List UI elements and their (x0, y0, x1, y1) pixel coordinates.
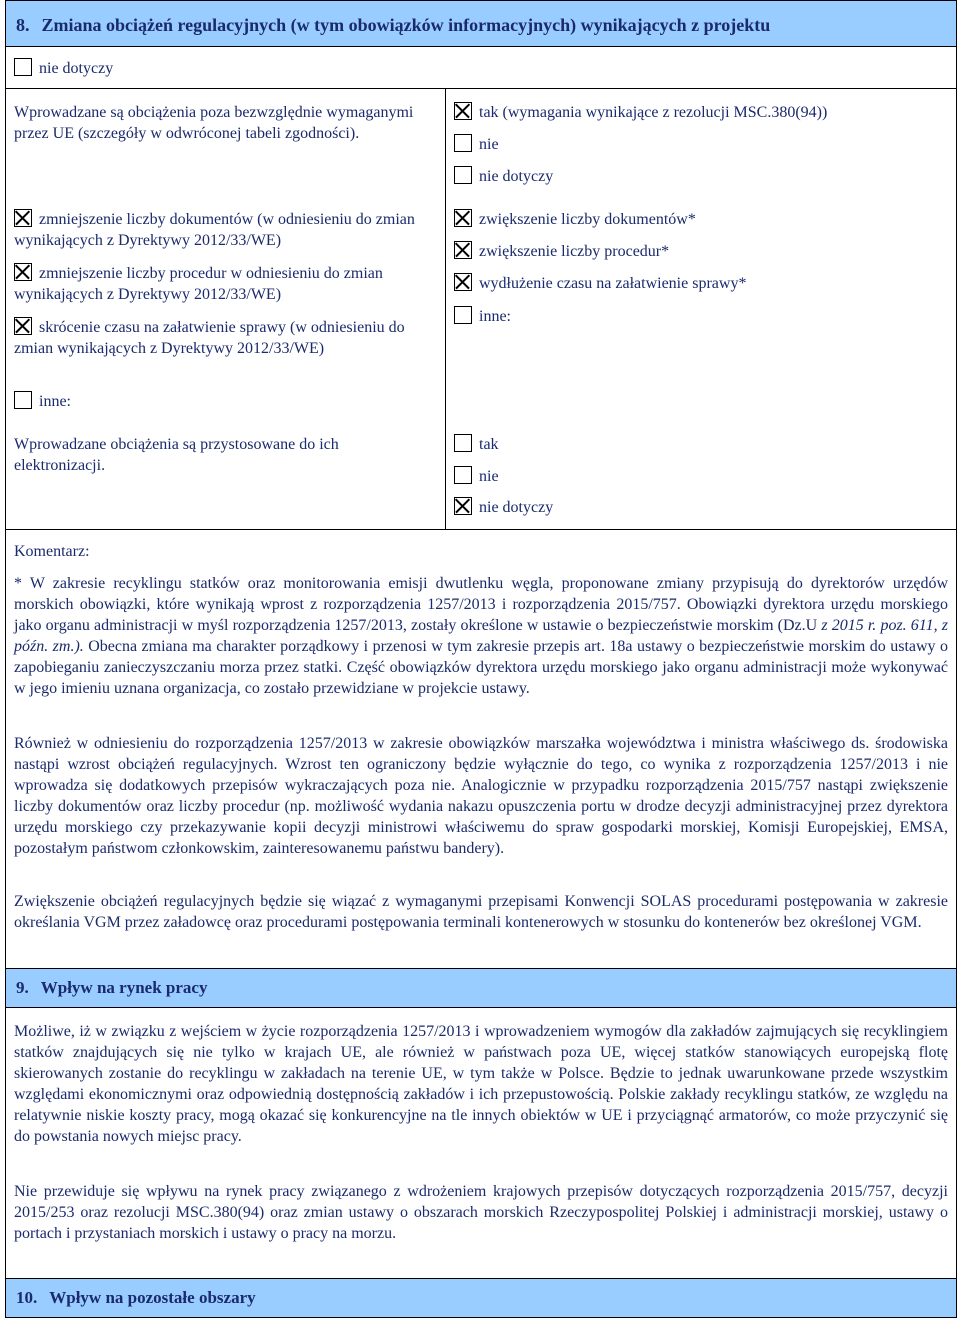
divider (5, 88, 957, 89)
section-8-header (5, 0, 957, 47)
right-q1-option-1[interactable] (454, 102, 827, 123)
left-option-2[interactable] (14, 263, 434, 305)
section-title: Wpływ na pozostałe obszary (49, 1288, 256, 1307)
checked-box-icon[interactable] (454, 497, 472, 515)
option-label: nie dotyczy (479, 499, 554, 516)
option-label: nie dotyczy (39, 60, 114, 77)
left-option-3[interactable] (14, 317, 434, 359)
option-label: nie (479, 468, 499, 485)
option-label: nie (479, 136, 499, 153)
right-q1-option-2[interactable] (454, 134, 499, 155)
section-10-header (5, 1278, 957, 1318)
question-electronization: Wprowadzane obciążenia są przystosowane do ich elektronizacji. (14, 436, 339, 474)
comment-paragraph-2: Również w odniesieniu do rozporządzenia 1257/2013 w zakresie obowiązków marszałka województwa i ministra właściwego ds. środowiska nastąpi wzrost obciążeń regulacyjnych. Wzrost ten ograniczony będzie wyłącznie do tego, co wynika z rozporządzenia 1257/2013 i nie wprowadza się dodatkowych przepisów wykraczających poza nie. Analogicznie w przypadku rozporządzenia 2015/757 nastąpi zwiększenie liczby dokumentów oraz liczby procedur (np. możliwość wydania nakazu opuszczenia portu w drodze decyzji administracyjnej przez dyrektora urzędu morskiego czy przekazywanie kopii decyzji ministrowi właściwemu do spraw gospodarki morskiej, Komisji Europejskiej, EMSA, pozostałym państwom członkowskim, zainteresowanemu państwu bandery). (14, 735, 948, 857)
checkbox-icon[interactable] (454, 166, 472, 184)
checkbox-icon[interactable] (454, 134, 472, 152)
option-label: zwiększenie liczby dokumentów* (479, 211, 696, 228)
option-label: wydłużenie czasu na załatwienie sprawy* (479, 275, 747, 292)
checked-box-icon[interactable] (454, 241, 472, 259)
checkbox-icon[interactable] (14, 391, 32, 409)
right-option-1[interactable] (454, 209, 696, 230)
option-label: inne: (479, 308, 511, 325)
checked-box-icon[interactable] (454, 273, 472, 291)
left-option-1[interactable] (14, 209, 434, 251)
checkbox-icon[interactable] (454, 466, 472, 484)
option-label: zmniejszenie liczby procedur w odniesieniu do zmian wynikających z Dyrektywy 2012/33/WE) (14, 265, 383, 303)
right-q2-option-3[interactable] (454, 497, 553, 518)
checked-box-icon[interactable] (14, 317, 32, 335)
right-option-4[interactable] (454, 306, 511, 327)
option-label: skrócenie czasu na załatwienie sprawy (w odniesieniu do zmian wynikających z Dyrektywy 2012/33/WE) (14, 319, 405, 357)
labor-paragraph-1: Możliwe, iż w związku z wejściem w życie rozporządzenia 1257/2013 i wprowadzeniem wymogów dla zakładów zajmujących się recyklingiem statków znajdujących się nie tylko w krajach UE, ale również w państwach poza UE, więcej statków stanowiących europejską flotę skierowanych zostanie do recyklingu w zakładach na terenie UE, w tym także w Polsce. Będzie to jednak uwarunkowane przede wszystkim względami ekonomicznymi oraz odpowiednią dostępnością zakładów i ich przepustowością. Polskie zakłady recyklingu statków, ze względu na relatywnie niskie koszty pracy, mogą okazać się konkurencyjne na tle innych obiektów w UE i przyciągnąć armatorów, co może przyczynić się do powstania nowych miejsc pracy. (14, 1023, 948, 1145)
comment-paragraph-1: * W zakresie recyklingu statków oraz monitorowania emisji dwutlenku węgla, proponowane zmiany przypisują do dyrektorów urzędów morskich obowiązki, które wynikają wprost z rozporządzenia 1257/2013 i rozporządzenia 2015/757. Obowiązki dyrektora urzędu morskiego jako organu administracji w myśl rozporządzenia 1257/2013, zostały określone w ustawie o bezpieczeństwie morskim (Dz.U z 2015 r. poz. 611, z późn. zm.). Obecna zmiana ma charakter porządkowy i przenosi w tym zakresie przepis art. 18a ustawy o bezpieczeństwie morskim do ustawy o zapobieganiu zanieczyszczaniu morza przez statki. Część obowiązków dyrektora urzędu morskiego jako organu administracji może wykonywać w jego imieniu uznana organizacja, co zostało przewidziane w projekcie ustawy. (14, 575, 949, 697)
checkbox-icon[interactable] (454, 306, 472, 324)
right-option-2[interactable] (454, 241, 669, 262)
checked-box-icon[interactable] (14, 263, 32, 281)
column-divider (445, 88, 446, 529)
checkbox-icon[interactable] (454, 434, 472, 452)
question-gold-plating: Wprowadzane są obciążenia poza bezwzględnie wymaganymi przez UE (szczegóły w odwróconej tabeli zgodności). (14, 104, 414, 142)
right-q1-option-3[interactable] (454, 166, 553, 187)
nie-dotyczy-option[interactable] (14, 58, 113, 79)
section-number: 9. (16, 978, 29, 997)
option-label: zmniejszenie liczby dokumentów (w odniesieniu do zmian wynikających z Dyrektywy 2012/33/WE) (14, 211, 415, 249)
comment-label: Komentarz: (14, 543, 90, 560)
section-number: 10. (16, 1288, 38, 1307)
right-option-3[interactable] (454, 273, 746, 294)
section-number: 8. (16, 15, 30, 35)
divider (5, 529, 957, 530)
checked-box-icon[interactable] (14, 209, 32, 227)
checkbox-icon[interactable] (14, 58, 32, 76)
section-title: Zmiana obciążeń regulacyjnych (w tym obowiązków informacyjnych) wynikających z projektu (41, 15, 771, 35)
left-option-4[interactable] (14, 391, 71, 412)
section-9-header (5, 968, 957, 1008)
checked-box-icon[interactable] (454, 209, 472, 227)
checked-box-icon[interactable] (454, 102, 472, 120)
right-q2-option-2[interactable] (454, 466, 499, 487)
section-title: Wpływ na rynek pracy (40, 978, 208, 997)
option-label: tak (wymagania wynikające z rezolucji MSC.380(94)) (479, 104, 828, 121)
comment-paragraph-3: Zwiększenie obciążeń regulacyjnych będzie się wiązać z wymaganymi przepisami Konwencji SOLAS procedurami postępowania w zakresie określania VGM przez załadowcę oraz procedurami postępowania terminali kontenerowych w stosunku do kontenerów bez określonej VGM. (14, 893, 948, 931)
right-q2-option-1[interactable] (454, 434, 499, 455)
option-label: nie dotyczy (479, 168, 554, 185)
labor-paragraph-2: Nie przewiduje się wpływu na rynek pracy związanego z wdrożeniem krajowych przepisów dotyczących rozporządzenia 2015/757, decyzji 2015/253 oraz rezolucji MSC.380(94) oraz zmian ustawy o obszarach morskich Rzeczypospolitej Polskiej i administracji morskiej, ustawy o portach i przystaniach morskich i ustawy o pracy na morzu. (14, 1183, 948, 1242)
option-label: tak (479, 436, 499, 453)
option-label: zwiększenie liczby procedur* (479, 243, 670, 260)
option-label: inne: (39, 393, 71, 410)
